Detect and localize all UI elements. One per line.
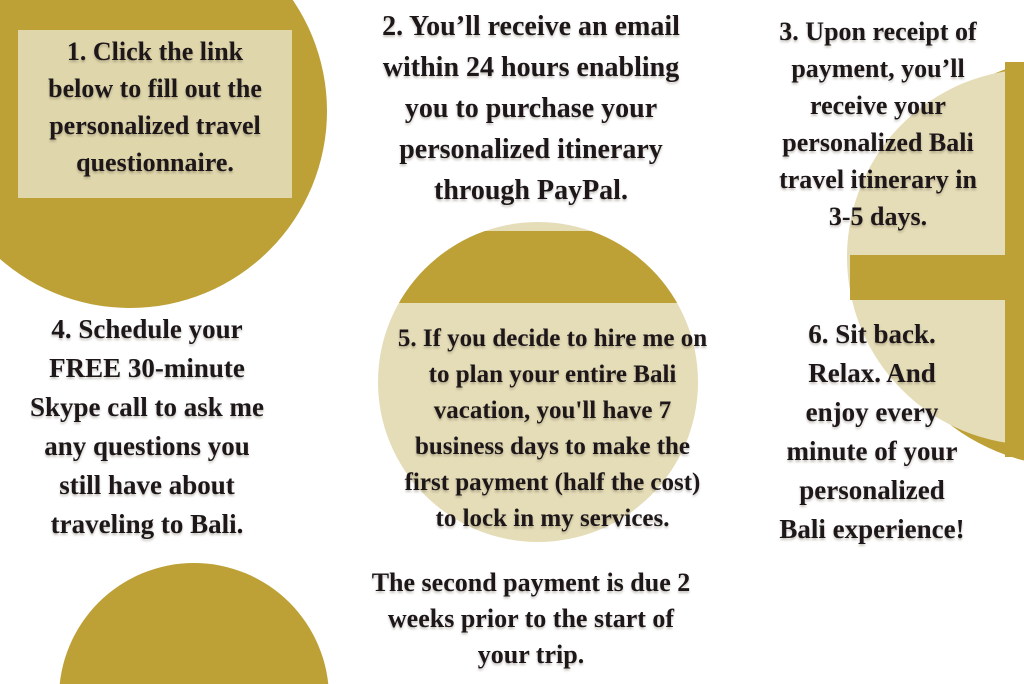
step-3-text [753, 13, 1003, 235]
text-line: to plan your entire Bali [428, 361, 677, 388]
text-line: 1. Click the link [66, 37, 244, 66]
text-line: vacation, you'll have 7 [433, 397, 672, 424]
text-line: Skype call to ask me [29, 392, 264, 422]
text-line: Relax. And [808, 358, 936, 388]
step-5-note-text [346, 565, 716, 673]
text-line: receive your [810, 91, 946, 120]
text-line: travel itinerary in [779, 165, 977, 194]
text-line: below to fill out the [48, 74, 262, 103]
text-line: minute of your [786, 436, 958, 466]
text-line: business days to make the [414, 433, 691, 460]
text-line: enjoy every [805, 397, 939, 427]
text-line: 2. You’ll receive an email [382, 11, 680, 42]
text-line: FREE 30-minute [49, 353, 245, 383]
text-line: within 24 hours enabling [382, 52, 680, 83]
text-line: any questions you [44, 431, 250, 461]
text-line: personalized itinerary [399, 134, 663, 165]
gold-band-right [850, 255, 1024, 300]
text-line: 3-5 days. [828, 202, 928, 231]
text-line: your trip. [477, 640, 585, 669]
gold-half-circle-bottom-left [59, 563, 329, 684]
text-line: personalized [799, 475, 945, 505]
text-line: still have about [59, 470, 235, 500]
text-line: 5. If you decide to hire me on [397, 325, 708, 352]
step-1-text [15, 33, 295, 181]
step-5-text [380, 321, 725, 537]
step-6-text [747, 315, 997, 549]
text-line: payment, you’ll [791, 54, 965, 83]
text-line: to lock in my services. [435, 505, 670, 532]
text-line: Bali experience! [779, 514, 965, 544]
gold-strip-right-edge [1005, 62, 1024, 457]
text-line: first payment (half the cost) [404, 469, 701, 496]
step-2-text [351, 6, 711, 211]
gold-band-center [378, 231, 698, 303]
text-line: personalized travel [49, 111, 261, 140]
text-line: 6. Sit back. [808, 319, 936, 349]
text-line: The second payment is due 2 [371, 568, 691, 597]
text-line: weeks prior to the start of [387, 604, 675, 633]
text-line: personalized Bali [782, 128, 974, 157]
step-4-text [2, 310, 292, 544]
text-line: you to purchase your [404, 93, 658, 124]
text-line: 3. Upon receipt of [779, 17, 977, 46]
text-line: through PayPal. [434, 175, 628, 206]
text-line: questionnaire. [76, 148, 234, 177]
text-line: traveling to Bali. [50, 509, 244, 539]
text-line: 4. Schedule your [51, 314, 243, 344]
